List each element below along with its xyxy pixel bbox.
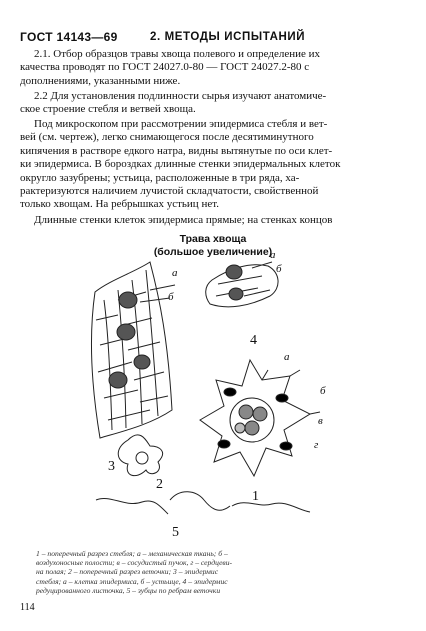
label-a-leaflet: а	[270, 249, 276, 261]
branch-cross-section-drawing	[118, 435, 162, 476]
text-line: кипячения в растворе едкого натра, видны вытянутые по оси клет-	[20, 144, 333, 157]
number-4: 4	[250, 333, 257, 348]
text-line: только хвощам. На ребрышках устьиц нет.	[20, 198, 219, 211]
text-line: дополнениями, указанными ниже.	[20, 74, 181, 87]
caption-line: редуцированного листочка, 5 – зубцы по ребрам веточки	[36, 585, 221, 595]
text-line: качества проводят по ГОСТ 24027.0-80 — ГОСТ 24027.2-80 с	[20, 61, 310, 74]
label-a-epidermis: а	[172, 267, 178, 279]
text-line: вей (см. чертеж), легко снимающегося после десятиминутного	[20, 131, 314, 144]
stem-cross-section-drawing	[200, 360, 320, 476]
figure-caption	[36, 549, 406, 595]
text-line: 2.2 Для установления подлинности сырья изучают анатомиче-	[34, 90, 327, 102]
caption-line: на полая; 2 – поперечный разрез веточки; 3 – эпидермис	[36, 567, 219, 577]
label-b-section: б	[320, 385, 326, 397]
label-g-section: г	[314, 439, 319, 451]
figure-title: Трава хвоща	[179, 233, 247, 245]
caption-line: воздухоносные полости; в – сосудистый пучок, г – сердцеви-	[36, 558, 233, 568]
label-a-section: а	[284, 351, 290, 363]
epidermis-stem-drawing	[91, 262, 175, 438]
label-v-section: в	[318, 415, 323, 427]
epidermis-leaflet-drawing	[206, 262, 278, 307]
number-3: 3	[108, 459, 115, 474]
number-2: 2	[156, 477, 163, 492]
page-number: 114	[20, 602, 35, 613]
caption-line: стебля; а – клетка эпидермиса, б – устьице, 4 – эпидермис	[36, 576, 228, 586]
text-line: Длинные стенки клеток эпидермиса прямые; на стенках концов	[34, 214, 333, 226]
text-line: ское строение стебля и ветвей хвоща.	[20, 103, 196, 116]
standard-number: ГОСТ 14143—69	[20, 30, 118, 44]
number-5: 5	[172, 525, 179, 540]
text-line: 2.1. Отбор образцов травы хвоща полевого и определение их	[34, 48, 321, 60]
section-title: 2. МЕТОДЫ ИСПЫТАНИЙ	[150, 31, 306, 43]
figure-subtitle: (большое увеличение)	[153, 246, 273, 258]
text-line: Под микроскопом при рассмотрении эпидермиса стебля и вет-	[34, 118, 328, 130]
caption-line: 1 – поперечный разрез стебля; а – механическая ткань; б –	[36, 549, 228, 558]
text-line: ки эпидермиса. В бороздках длинные стенки эпидермальных клеток	[20, 158, 341, 171]
label-b-stomata: б	[168, 291, 174, 303]
text-line: округло зазубрены; устьица, расположенные в три ряда, ха-	[20, 171, 300, 184]
text-line: рактеризуются наличием лучистой складчатости, свойственной	[20, 185, 319, 198]
branch-teeth-drawing	[96, 492, 310, 514]
label-b-leaflet: б	[276, 263, 282, 275]
number-1: 1	[252, 489, 259, 504]
